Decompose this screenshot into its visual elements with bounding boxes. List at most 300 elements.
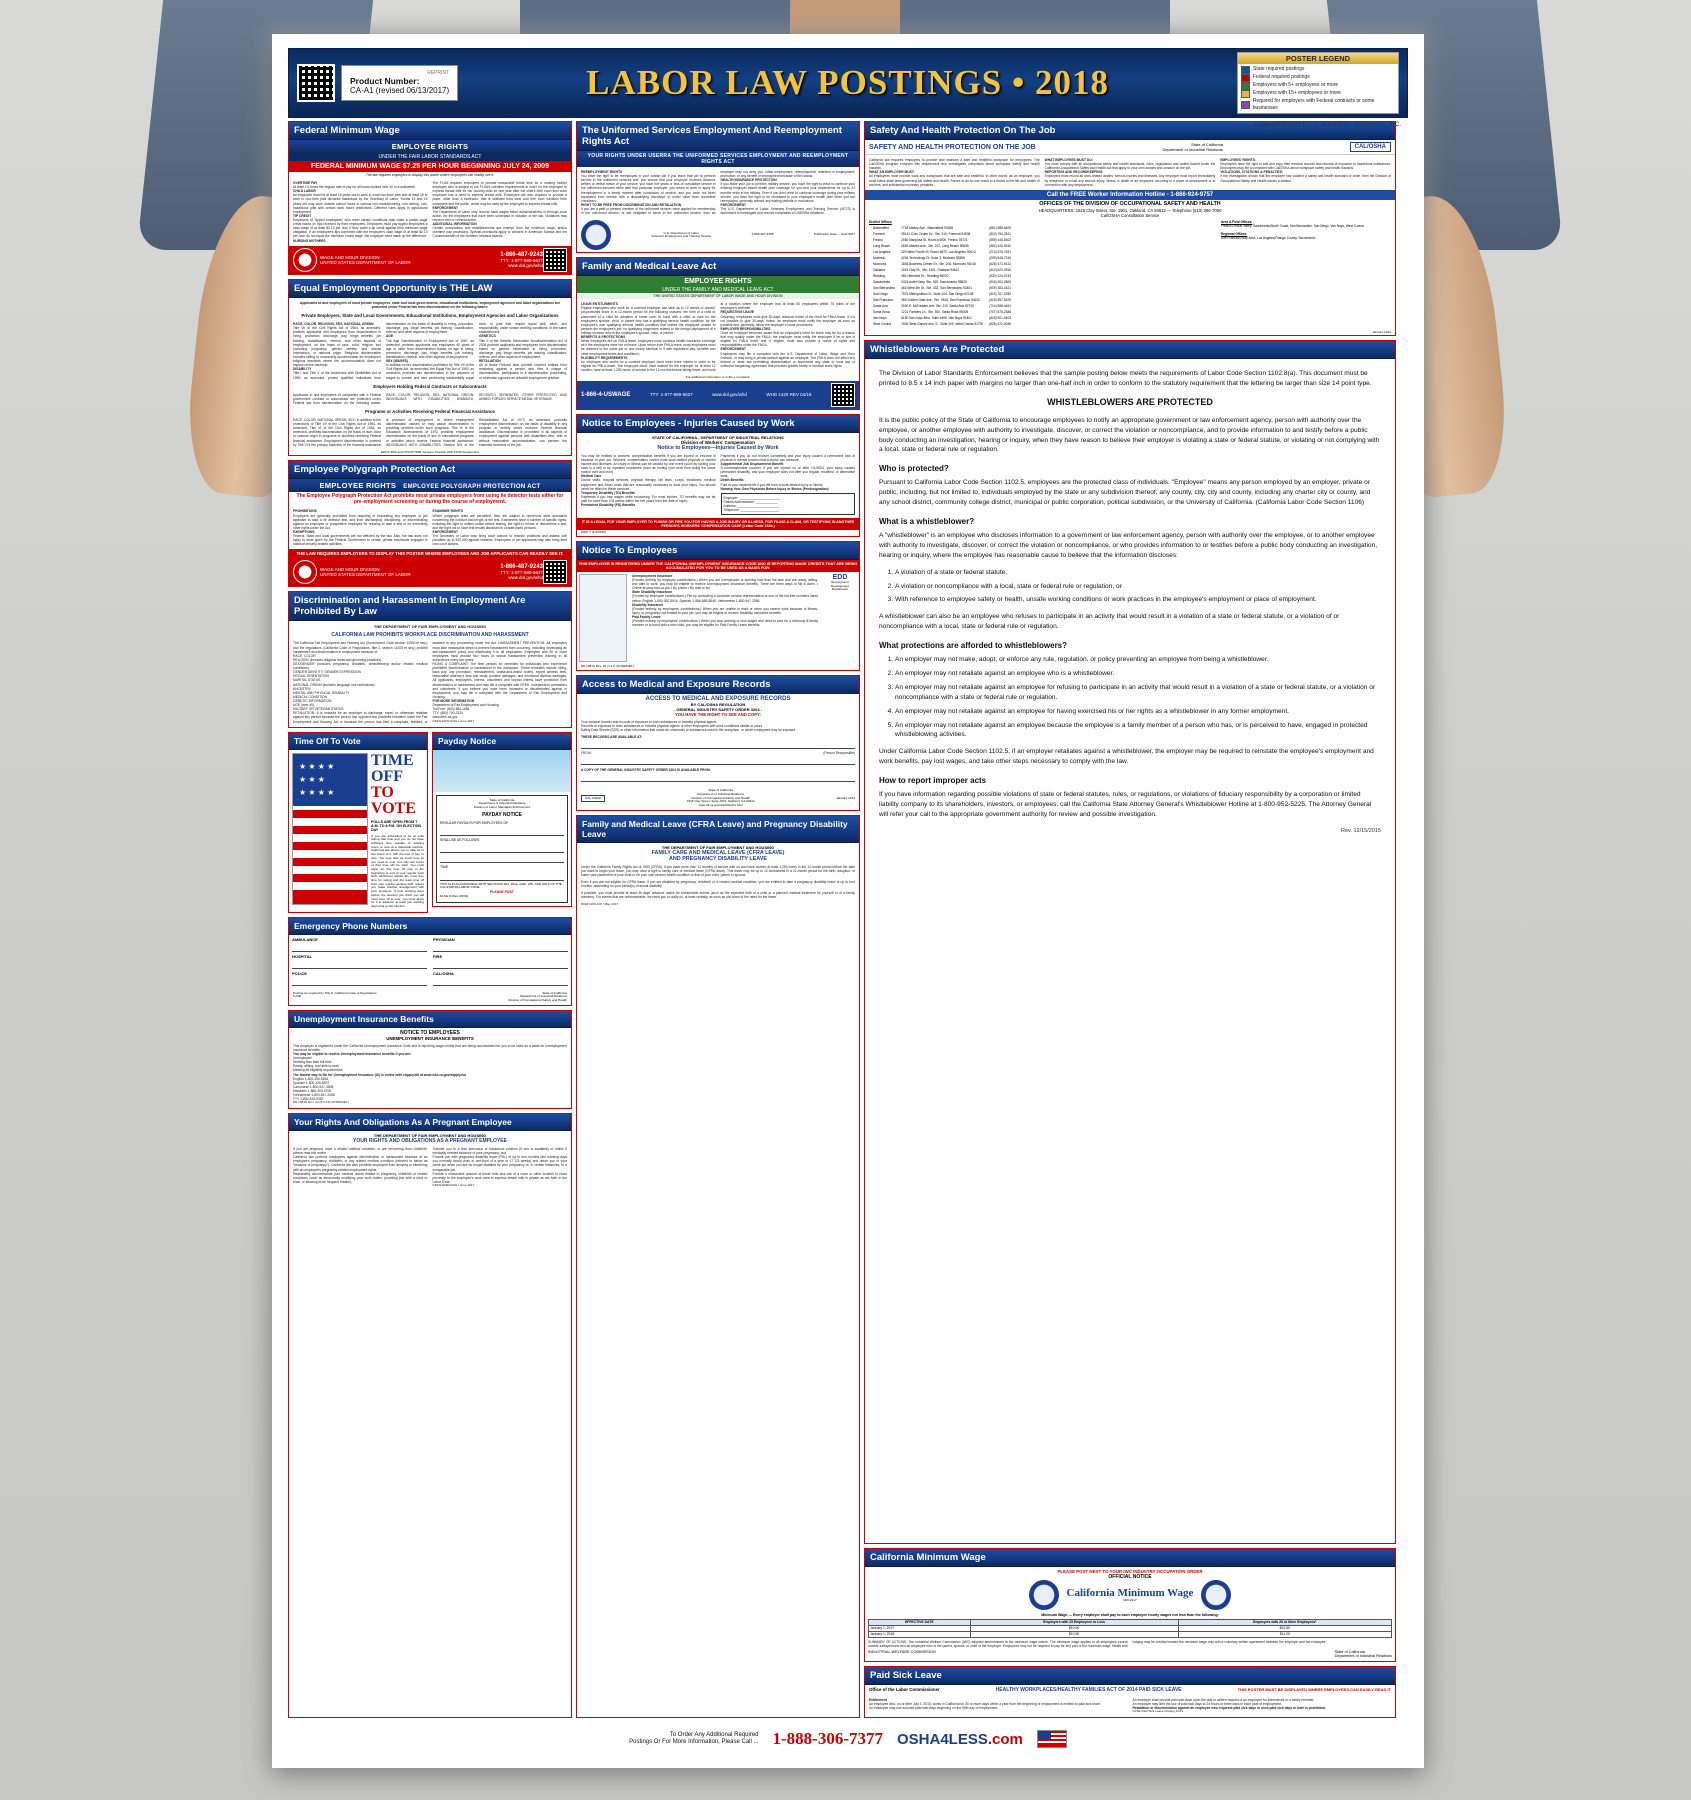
panel-header: Emergency Phone Numbers [289, 918, 571, 935]
eeo-federal-assistance: RACE, COLOR, NATIONAL ORIGIN, SEX: In addition to the protections of Title VII of the Civil Rights Act of 1964, as amended, Title VI of the Civil Rights Act of 1964, as amended, prohibits discrimination on the basis of race, color or national origin in programs or activities receiving Federal financial assistance. Employment discrimination is covered by Title VI if the primary objective of the financial assistance is provision of employment, or where employment discrimination causes or may cause discrimination in providing services under such programs. Title IX of the Education Amendments of 1972 prohibits employment discrimination on the basis of sex in educational programs or activities which receive Federal financial assistance. INDIVIDUALS WITH DISABILITIES: Section 504 of the Rehabilitation Act of 1973, as amended, prohibits employment discrimination on the basis of disability in any program or activity which receives Federal financial assistance. Discrimination is prohibited in all aspects of employment against persons with disabilities who, with or without reasonable accommodation, can perform the essential functions of the job. [293, 418, 567, 447]
section-heading: RACE, COLOR, RELIGION, SEX, NATIONAL ORIGIN [293, 322, 374, 327]
list-item: Records of exposure to toxic substances or harmful physical agents of other employees with work conditions similar to yours [581, 723, 763, 728]
list-item: 1. An employer may not make, adopt, or enforce any rule, regulation, or policy preventing an employee from being a whistleblower. [895, 655, 1381, 665]
ui-title: NOTICE TO EMPLOYEES [400, 1029, 460, 1036]
dol-seal-icon [293, 560, 317, 584]
wage-date: January 1, 2018 [869, 1631, 971, 1637]
section-text: California law requires employers to provide and maintain a safe and healthful workplace for employees. The Cal/OSHA program enforces this requirement and investigates complaints about workplace safety and health hazards. [869, 158, 1040, 171]
section-text: Title I and Title V of the Americans with Disabilities Act of 1990, as amended, protect qualified individuals from discrimination on the basis of disability in hiring, promotion, discharge, pay, fringe benefits, job training, classification, referral, and other aspects of employment. [293, 322, 474, 380]
section-text: At least 1½ times the regular rate of pay for all hours worked over 40 in a workweek. [293, 185, 416, 190]
office-phone[interactable]: (916) 263-2800 [989, 279, 1012, 284]
panel-content [577, 862, 859, 909]
list-item [1241, 82, 1395, 90]
section-text: Pursuant to California Labor Code Section 1102.5, employees are the protected class of individuals. "Employee" means any person employed by an employer, private or public, including, but not limited to, individuals employed by the state or any subdivision thereof, any county, city, city and county, including any charter city or county, and any school district, community college district, municipal or public corporation, political subdivision, or the University of California. (California Labor Code Section 1106) [879, 479, 1371, 507]
section-intro: If you are pregnant, have a related medical condition, or are recovering from childbirth, please read this notice. [293, 1147, 428, 1156]
payday-form [436, 795, 568, 903]
agency-tty: TTY: (800) 700-2320 [432, 711, 463, 716]
policy-statement: It is the public policy of the State of California to encourage employees to notify an appropriate government or law enforcement agency, person with authority over the employee, or another employee with authority to investigate, discover, or correct the violation or noncompliance, and to provide information to and testify before a public body conducting an investigation, hearing or inquiry, when they have reason to believe their employer is violating a state or federal statute, or violating or not complying with a local, state or federal rule or regulation. [879, 416, 1380, 454]
responsible-person-label: (Person Responsible) [823, 751, 855, 756]
office-address: 464 West 4th St., Ste. 332, San Bernardino 92401 [901, 285, 972, 290]
list-item: MEDICAL CONDITION [293, 694, 327, 699]
phone-item[interactable]: Vietnamese 1-800-547-2058 [293, 1093, 335, 1098]
vendor-logo[interactable] [897, 1731, 1023, 1748]
section-heading: AGE [386, 334, 394, 339]
section-text: Federal, State and local governments are not affected by the law. Also, the law does not apply to tests given by the Federal Government to certain private individuals engaged in national security-related activities. [293, 534, 428, 547]
list-item: GENDER IDENTITY, GENDER EXPRESSION [293, 670, 361, 675]
vendor-logo-suffix: .com [987, 1730, 1023, 1748]
panel-fmla [576, 257, 860, 410]
emergency-input[interactable] [433, 944, 568, 952]
office-name: San Diego [873, 291, 888, 296]
list-item [1241, 98, 1395, 112]
us-flag-icon [1037, 1730, 1067, 1748]
legend-text: Federal required postings [1253, 74, 1310, 81]
office-name: Fresno [873, 237, 883, 242]
panel-banner: EMPLOYEE RIGHTS [577, 276, 859, 287]
panel-content [577, 451, 859, 518]
section-text: All of these Federal laws prohibit covered entities from retaliating against a person who files a charge of discrimination, participates in a discrimination proceeding, or otherwise opposes an unlawful employment practice. [479, 363, 567, 380]
posting-requirement: Posting as required by Title 8, California Code of Regulations [293, 990, 377, 995]
agency-website[interactable]: www.dol.gov/whd [508, 262, 543, 268]
panel-polygraph [288, 460, 572, 587]
list-item: 3. An employer may not retaliate against an employee for refusing to participate in an activity that would result in a violation of a state or federal statute, or a violation or noncompliance with a state or federal rule or regulation. [895, 683, 1381, 703]
section-heading: Naming Your Own Physician Before Injury or Illness (Predesignation) [720, 486, 829, 491]
legend-swatch-icon [1241, 66, 1250, 74]
emergency-input[interactable] [292, 961, 427, 969]
section-heading: What protections are afforded to whistleblowers? [879, 641, 1068, 651]
panel-subtitle-1: BY CAL/OSHA REGULATION [690, 701, 746, 707]
list-item: 5. An employer may not retaliate against an employee because the employee is a family member of a person who has, or is perceived to have, engaged in protected whistleblowing activities. [895, 721, 1381, 741]
office-name: Office of the Labor Commissioner [869, 1686, 940, 1692]
section-text: An employee must be at least 16 years old to work in most non-farm jobs and at least 18 to work in non-farm jobs declared hazardous by the Secretary of Labor. Youths 14 and 15 years old may work outside school hours in various non-manufacturing, non-mining, non-hazardous jobs with certain work hours restrictions. Different rules apply in agricultural employment. [293, 193, 428, 214]
office-address: 455 Golden Gate Ave., Rm. 9516, San Francisco 94102 [901, 297, 980, 302]
list-item: An employer shall provide paid sick days upon the oral or written request of an employee for themselves or a family member. [1132, 1697, 1315, 1702]
panel-title-2: AND PREGNANCY DISABILITY LEAVE [669, 855, 767, 862]
table-row [871, 286, 1013, 290]
section-heading: ENFORCEMENT [720, 202, 746, 207]
agency-website[interactable]: www.dir.ca.gov/dosh/dosh1.html [698, 803, 743, 808]
list-item: 3. With reference to employee safety or health, unsafe working conditions or work practices in the employee's employment or place of employment. [895, 595, 1381, 605]
section-heading: Unemployment Insurance [632, 573, 673, 578]
whistleblower-protections-list [895, 655, 1381, 740]
office-name: Santa Ana [873, 303, 888, 308]
panel-paid-sick-leave [864, 1666, 1396, 1718]
section-text: This employer is registered under the California Unemployment Insurance Code and is reporting wage credits that are being accumulated for you to be used as a basis for unemployment insurance benefits. [293, 1043, 567, 1052]
division-name: Division of Occupational Safety and Health [691, 795, 750, 800]
office-phone[interactable]: (510) 794-2521 [989, 231, 1012, 236]
product-number: CA-A1 (revised 06/13/2017) [350, 86, 450, 96]
panel-california-minimum-wage [864, 1548, 1396, 1662]
section-heading: Temporary Disability (TD) Benefits [581, 490, 635, 495]
office-phone[interactable]: (661) 588-6400 [989, 225, 1012, 230]
section-text: (Funded entirely by employees' contributions.) When you stop working or lose wages and need to care for a seriously ill family member or to bond with a new child, you may be eligible for Paid Family Leave benefits. [632, 619, 818, 628]
eeo-subhead-2: Employers Holding Federal Contracts or Subcontracts [373, 383, 487, 389]
phone-item[interactable]: Mandarin 1-866-303-0706 [293, 1089, 332, 1094]
panel-header: Access to Medical and Exposure Records [577, 676, 859, 694]
state-name: State of California [542, 990, 567, 995]
panel-content [865, 1695, 1395, 1717]
cal-osha-logo: CAL/OSHA [1350, 142, 1391, 152]
poster-header [288, 48, 1408, 128]
panel-content [289, 1144, 571, 1191]
agency-tty: TTY: 1-877-889-5627 [649, 392, 693, 398]
eeo-federal-contract: Applicants to and employees of companies with a Federal government contract or subcontract are protected under Federal law from discrimination on the following bases: RACE, COLOR, RELIGION, SEX, NATIONAL ORIGIN; INDIVIDUALS WITH DISABILITIES; DISABLED, RECENTLY SEPARATED, OTHER PROTECTED, AND ARMED FORCES SERVICE MEDAL VETERANS. [293, 392, 567, 405]
section-heading: WHAT AN EMPLOYER MUST: [869, 170, 915, 175]
section-text: (Funded entirely by employees' contributions.) When you are unable to work or when you cannot work because of illness, injury, or pregnancy not related to your job, you may be eligible to receive Disability Insurance benefits. [632, 606, 818, 615]
payday-input[interactable] [440, 828, 564, 836]
list-item: AGE (over 40) [293, 703, 315, 708]
panel-header: The Uniformed Services Employment And Reemployment Rights Act [577, 122, 859, 151]
worker-hotline[interactable]: Call the FREE Worker Information Hotline - 1-866-924-9757 [865, 190, 1395, 200]
section-heading: REQUESTING LEAVE [720, 310, 754, 315]
legend-text: Required for employers with Federal contracts or some businesses [1252, 97, 1375, 111]
section-heading: ENFORCEMENT [432, 205, 458, 210]
list-item: Safety Data Sheets (SDS) or other information that exists for chemicals or substances used in the workplace, or which employees may be exposed [581, 727, 796, 732]
office-name: Fremont [873, 231, 885, 236]
emergency-label: AMBULANCE [292, 936, 318, 942]
order-phone[interactable]: 1-888-306-7377 [772, 1729, 883, 1748]
column-header: Employers with 25 Employees or Less [970, 1619, 1178, 1625]
list-item [1241, 74, 1395, 82]
column-header: EFFECTIVE DATE [869, 1619, 971, 1625]
legend-text: Employers with 5+ employees or more [1253, 82, 1339, 89]
office-address: 320 West Fourth St. Room #670, Los Angeles 90013 [901, 249, 976, 254]
panel-header: Time Off To Vote [289, 733, 427, 750]
office-name: San Bernardino [873, 285, 896, 290]
panel-header: Notice to Employees - Injuries Caused by Work [577, 415, 859, 433]
dol-seal-icon [293, 248, 317, 272]
legend-swatch-icon [1241, 90, 1250, 98]
section-heading: Disability Insurance [632, 602, 664, 607]
division-name: Division of Occupational Safety and Health [508, 998, 567, 1003]
legend-rows [1238, 64, 1398, 114]
section-text: Employees have the right to see and copy their medical records and records of exposure to hazardous substances. Employees may file a complaint with Cal/OSHA about workplace safety and health hazards. [1220, 162, 1391, 171]
section-heading: Supplemental Job Displacement Benefit [720, 461, 784, 466]
list-item: SEXUAL ORIENTATION [293, 674, 329, 679]
doc-id: Publication Date — April 2017 [813, 232, 855, 237]
table-row [871, 298, 1013, 302]
office-phone[interactable]: (707) 576-2388 [989, 309, 1012, 314]
order-line-2: Postings Or For More Information, [629, 1739, 720, 1745]
office-phone[interactable]: (530) 224-4743 [989, 273, 1012, 278]
area-field-offices: Fresno/Central Valley, Sacramento/North Coast, San Bernardino, San Diego, Van Nuys, West Covina [1221, 223, 1364, 228]
office-phone[interactable]: (562) 426-5310 [989, 243, 1012, 248]
table-row [871, 310, 1013, 314]
section-text: While employees are on FMLA leave, employers must continue health insurance coverage as if the employees were not on leave. Upon return from FMLA leave, most employees must be restored to the same job or one nearly identical to it with equivalent pay, benefits and other employment terms and conditions. [581, 339, 716, 356]
section-heading: WHAT EMPLOYEES MUST DO: [1044, 158, 1093, 162]
cal-osha-logo: CAL OSHA [581, 795, 605, 803]
regional-offices: San Francisco Bay Area, Los Angeles/Orange County, Sacramento [1221, 235, 1316, 240]
panel-eeo [288, 279, 572, 457]
list-item: Your medical records and records of exposure to toxic substances or harmful physical agents [581, 719, 717, 724]
panel-header: Family and Medical Leave (CFRA Leave) and Pregnancy Disability Leave [577, 816, 859, 843]
section-text: Payments if you do not recover completely and your injury causes a permanent loss of physical or mental function that a doctor can measure. [720, 453, 855, 462]
panel-title: WHISTLEBLOWERS ARE PROTECTED [1047, 397, 1213, 408]
wage-small-employer: $10.00 [970, 1625, 1178, 1631]
panel-federal-minimum-wage [288, 121, 572, 275]
state-seal-icon [1029, 1580, 1059, 1610]
list-item: 2. A violation or noncompliance with a local, state or federal rule or regulation, or [895, 582, 1381, 592]
office-name: Oakland [873, 267, 885, 272]
phone-item[interactable]: Spanish 1-800-326-8937 [293, 1080, 330, 1085]
section-text: If the investigation shows that the employer has violated a safety and health standard or order, then the Division of Occupational Safety and Health issues a citation. [1220, 174, 1391, 183]
agency-footer [289, 246, 571, 274]
list-item: MILITARY OR VETERAN STATUS [293, 707, 344, 712]
section-heading: CHILD LABOR [293, 189, 316, 194]
legend-swatch-icon [1241, 82, 1250, 90]
state-seal-icon-2 [1201, 1580, 1231, 1610]
table-row [871, 262, 1013, 266]
office-name: San Francisco [873, 297, 894, 302]
payday-note: THIS IS IN ACCORDANCE WITH SECTIONS 204, 204a, 204b, 205, AND 205.5 OF THE CALIFORNIA LABOR CODE. [440, 881, 562, 890]
section-heading: Death Benefits [720, 478, 744, 483]
emergency-input[interactable] [433, 961, 568, 969]
panel-notice-to-employees [576, 541, 860, 671]
revision-date: Rev. 12/15/2015 [1341, 827, 1381, 834]
wage-subtitle: Minimum Wage — Every employer shall pay to each employee hourly wages not less than the following: [1041, 1612, 1219, 1617]
table-row [871, 238, 1013, 242]
legend-text: Employers with 15+ employees or more [1253, 90, 1341, 97]
employer-info-box[interactable]: Employer: ______________________ Claims Administrator: ____________ Address: _______________________ Telephone: _____________________ [721, 493, 856, 515]
list-item: SEX/GENDER (includes pregnancy, childbirth, breastfeeding and/or related medical conditions) [293, 662, 428, 671]
list-item: GENETIC INFORMATION [293, 698, 332, 703]
emergency-input[interactable] [433, 978, 568, 986]
list-item: An employer may limit the use of paid sick days to 24 hours or three days in each year of employment. [1132, 1702, 1282, 1707]
section-heading: Medical Care [581, 474, 602, 479]
agency-footer [289, 558, 571, 586]
office-address: 7718 Meany Ave., Bakersfield 93308 [901, 225, 954, 230]
list-item: Provide you with pregnancy disability leave (PDL) of up to four months (the working days you normally would work in one-third of a year or 17 1/3 weeks) and return you to your same job when you are no longer disabled by your pregnancy or, in certain instances, to a comparable job. [432, 1155, 567, 1172]
panel-banner-sub2: THE UNITED STATES DEPARTMENT OF LABOR WAGE AND HOUR DIVISION [577, 293, 859, 299]
panel-title: ACCESS TO MEDICAL AND EXPOSURE RECORDS [645, 695, 791, 702]
qr-code-icon[interactable] [543, 248, 567, 272]
illegal-notice: IT IS ILLEGAL FOR YOUR EMPLOYER TO PUNISH OR FIRE YOU FOR HAVING A JOB INJURY OR ILLNESS, FOR FILING A CLAIM, OR TESTIFYING IN ANOTHER PERSON'S WORKERS' COMPENSATION CASE (Labor Code 132a.) [577, 518, 859, 530]
poster-footer [288, 1724, 1408, 1754]
section-heading: RIGHT TO BE FREE FROM DISCRIMINATION AND RETALIATION [581, 202, 682, 207]
poster-legend [1237, 52, 1399, 115]
section-text: The Age Discrimination in Employment Act of 1967, as amended, protects applicants and employees 40 years of age or older from discrimination based on age in hiring, promotion, discharge, pay, fringe benefits, job training, classification, referral, and other aspects of employment. [386, 338, 474, 360]
section-heading: State Disability Insurance [632, 590, 673, 595]
office-phone[interactable]: (626) 472-0046 [989, 321, 1012, 326]
office-phone[interactable]: (619) 767-2280 [989, 291, 1012, 296]
office-phone[interactable]: (213) 576-7451 [989, 249, 1012, 254]
eeo-subhead-3: Programs or Activities Receiving Federal Financial Assistance [365, 409, 495, 414]
agency-website[interactable]: www.dol.gov/whd [712, 392, 747, 398]
agency-phone[interactable]: 1-866-487-2365 [751, 232, 774, 237]
section-text: A whistleblower can also be an employee who refuses to participate in an activity that would result in a violation of a state or federal statute, or a violation of or noncompliance with a local, state or federal rule or regulation. [879, 613, 1340, 631]
table-row [871, 322, 1013, 326]
section-heading: Who is protected? [879, 464, 949, 474]
panel-unemployment-insurance-benefits [288, 1010, 572, 1109]
panel-title-1: FAMILY CARE AND MEDICAL LEAVE (CFRA LEAVE) [651, 849, 785, 856]
dept-name: Department of Industrial Relations [1334, 1653, 1392, 1658]
panel-title: California Minimum Wage [1066, 1586, 1194, 1599]
vote-title-line1: TIME OFF [371, 751, 414, 785]
section-text: If you are a past or present member of the uniformed service; have applied for membership in the uniformed service; or are obligated to serve in the uniformed service, then an employer may not deny you: initial employment; reemployment; retention in employment; promotion; or any benefit of employment because of this status. [581, 170, 855, 216]
phone-item[interactable]: English 1-800-300-5616 [293, 1076, 329, 1081]
section-heading: GENETICS [479, 334, 496, 339]
column-header: District Offices [869, 219, 892, 224]
list-item: Reasonably accommodate your medical needs related to pregnancy, childbirth or related conditions (such as temporarily modifying your work duties, providing you with a stool or chair, or allowing more frequent breaks); [293, 1171, 428, 1184]
post-note: PLEASE POST NEXT TO YOUR IWC INDUSTRY OCCUPATION ORDER [1057, 1568, 1203, 1574]
doc-id: S-500 [293, 994, 302, 999]
panel-title: YOUR RIGHTS AND OBLIGATIONS AS A PREGNANT EMPLOYEE [353, 1138, 507, 1145]
office-phone[interactable]: (209) 545-7310 [989, 255, 1012, 260]
office-address: 1221 Farmers Ln., Ste. 300, Santa Rosa 95405 [901, 309, 969, 314]
section-text: Employers must record all work-related deaths, serious injuries and illnesses. Any employer must report immediately by telephone or email any serious injury, illness or death of an employee occurring in a place of employment or in connection with any employment. [1044, 174, 1216, 187]
list-item: ANCESTRY [293, 686, 311, 691]
panel-pregnant-employee-rights [288, 1113, 572, 1718]
panel-content: SUMMARY OF ACTIONS: The Industrial Welfare Commission (IWC) adopted amendments to the minimum wage orders. The minimum wage applies to all employees except outside salespersons and an employee who is the parent, spouse, or child of the employer. Employees may not be required to pay for any part of the minimum wage. Meals and lodging may be credited toward the minimum wage only with a voluntary written agreement between the employer and the employee. [868, 1639, 1327, 1648]
office-phone[interactable]: (714) 558-4451 [989, 303, 1012, 308]
office-phone[interactable]: (626) 471-9122 [989, 261, 1012, 266]
section-heading: VIOLATIONS, CITATIONS & PENALTIES: [1220, 170, 1283, 175]
doc-id: WHD 1420 REV 04/16 [766, 392, 812, 398]
vote-title [371, 753, 424, 817]
doc-id: DFEH-E07P-ENG / June 2017 [432, 718, 475, 723]
labor-law-poster [272, 34, 1424, 1768]
agency-phone[interactable]: 1-866-487-9243 [500, 564, 543, 571]
vote-title-line2: TO VOTE [371, 783, 417, 817]
agency-phone[interactable]: 1-866-487-9243 [500, 251, 543, 258]
records-location-input[interactable] [581, 741, 855, 749]
section-text: All employees must provide work and workplaces that are safe and healthful. In other words, as an employer, you must follow state laws governing job safety and health. Failure to do so can result in a threat to the life and health of workers, and substantial monetary penalties. [869, 174, 1040, 187]
protected-bases-list [293, 654, 428, 712]
panel-header: Discrimination and Harassment In Employment Are Prohibited By Law [289, 592, 571, 621]
emergency-input[interactable] [292, 978, 427, 986]
table-row [871, 274, 1013, 278]
list-item: Ready, willing, and able to work [293, 1064, 340, 1069]
office-phone[interactable]: (818) 901-5403 [989, 315, 1012, 320]
agency-website[interactable]: www.dfeh.ca.gov [432, 715, 458, 720]
state-name: State of California [1334, 1649, 1365, 1654]
section-text: Under the California Family Rights Act of 1993 (CFRA), if you have more than 12 months of service with us and have worked at least 1,250 hours in the 12-month period before the date you want to begin your leave, you may have a right to family care or medical leave (CFRA leave). This leave may be up to 12 workweeks in a 12-month period for the birth, adoption, or foster care placement of your child or for your own serious health condition or that of your child, parent or spouse. [581, 864, 855, 877]
section-heading: Entitlement [869, 1697, 887, 1702]
panel-title: Notice to Employees—Injuries Caused by Work [657, 444, 779, 451]
copy-source-input[interactable] [581, 774, 855, 782]
payday-input[interactable] [440, 873, 564, 881]
list-item: 4. An employer may not retaliate against an employee for having exercised his or her rights as a whistleblower in any former employment. [895, 707, 1381, 717]
list-item: MENTAL AND PHYSICAL DISABILITY [293, 690, 350, 695]
agency-phone[interactable]: Toll Free: (800) 884-1684 [432, 707, 470, 712]
office-address: 7575 Metropolitan Dr., Suite 204, San Diego 92108 [901, 291, 974, 296]
table-row [871, 292, 1013, 296]
section-text: Once an employer becomes aware that an employee's need for leave may be for a reason that may qualify under the FMLA, the employer must notify the employee if he or she is eligible for FMLA leave and, if eligible, must also provide a notice of rights and responsibilities under the FMLA. [720, 330, 855, 348]
product-number-box [341, 65, 458, 102]
panel-banner [289, 479, 571, 492]
section-text: Doctor visits, hospital services, physical therapy, lab tests, x-rays, medicines, medical equipment and travel costs that are reasonably necessary to treat your injury. You should never be billed for these services. [581, 478, 716, 491]
office-name: Sacramento [873, 279, 891, 284]
section-heading: HEALTH INSURANCE PROTECTION [720, 178, 777, 183]
phone-item[interactable]: TTY 1-800-815-9387 [293, 1097, 324, 1102]
section-heading: ELIGIBILITY REQUIREMENTS [581, 355, 628, 360]
from-label: FROM: [581, 751, 592, 756]
posting-note: The law requires employers to display this poster where employees can readily see it. [365, 173, 495, 177]
qr-code-icon[interactable] [831, 383, 855, 407]
agency-dept: UNITED STATES DEPARTMENT OF LABOR [320, 259, 411, 265]
section-text: The FLSA requires employers to provide reasonable break time for a nursing mother employee who is subject to the FLSA's overtime requirements in order for the employee to express breast milk for her nursing child for one year after the child's birth each time such employee has a need to express breast milk. Employers are also required to provide a place, other than a bathroom, that is shielded from view and free from intrusion from coworkers and the public, which may be used by the employee to express breast milk. [432, 181, 567, 206]
doc-id: DE 1857D Rev. 14 (5-9-15) (INTERNET) [293, 1100, 349, 1105]
payday-field-label: SHALL BE AS FOLLOWS: [440, 838, 480, 843]
doc-date: January 2013 [836, 795, 855, 800]
list-item [1241, 90, 1395, 98]
order-line-1: To Order Any Additional Required [669, 1731, 759, 1738]
emergency-label: FIRE [433, 953, 443, 959]
payday-input[interactable] [440, 845, 564, 853]
eeo-doc-id: EEOC 9/02 and OFCCP 9/08 Versions Useable With 11/09 Supplement [381, 449, 479, 454]
section-text: Employees may file a complaint with the U.S. Department of Labor, Wage and Hour Division, or may bring a private lawsuit against an employer. The FMLA does not affect any federal or state law prohibiting discrimination or supersede any state or local law or collective bargaining agreement that provides greater family or medical leave rights. [720, 351, 855, 368]
agency-website[interactable]: www.dol.gov/whd [508, 575, 543, 581]
eeo-intro: Applicants to and employees of most private employers, state and local governments, educational institutions, employment agencies and labor organizations are protected under Federal law from discrimination on the following bases: [299, 300, 561, 309]
office-name: Los Angeles [873, 249, 891, 254]
section-text: FILING A COMPLAINT: The time periods for remedies for individuals who experience prohibited discrimination or harassment in the workplace. These remedies include hiring, back pay, lost promotion, reinstatement, cease-and-desist orders, expert witness fees, reasonable attorney's fees and costs, punitive damages, and emotional distress damages. All applicants, employees, interns, volunteers and unpaid interns have protection from discrimination or harassment and may file a complaint with DFEH. Independent contractors and volunteers. If you believe you have been harassed or discriminated against in employment, you may file a complaint with the Department of Fair Employment and Housing. [432, 662, 567, 699]
panel-content [289, 1041, 571, 1108]
hq-address: HEADQUARTERS: 1515 Clay Street, Ste. 1901, Oakland, CA 94612 — Telephone (510) 286-7000 [1038, 207, 1222, 213]
polygraph-summary: The Employee Polygraph Protection Act prohibits most private employers from using lie detector tests either for pre-employment screening or during the course of employment. [296, 493, 564, 506]
agency-phone[interactable]: 1-866-4-USWAGE [581, 391, 631, 398]
office-name: Van Nuys [873, 315, 887, 320]
doc-id: DE 1857A Rev. 46 (1-17) (INTERNET) [581, 663, 634, 668]
payday-title: PAYDAY NOTICE [482, 811, 522, 818]
list-item: RELIGION (includes religious dress and grooming practices) [293, 657, 382, 662]
posting-requirement: The Division of Labor Standards Enforcement believes that the sample posting below meets the requirements of Labor Code Section 1102.8(a). This document must be printed to 8.5 x 14 inch paper with margins no larger than one-half inch in order to conform to the statutory requirement that the lettering be larger than size 14 point type. [879, 370, 1372, 388]
emergency-input[interactable] [292, 944, 427, 952]
product-label: Product Number: [350, 75, 420, 86]
list-item: MARITAL STATUS [293, 678, 321, 683]
office-address: 1515 Clay St., Ste. 1301, Oakland 94612 [901, 267, 960, 272]
office-name: Redding [873, 273, 885, 278]
payday-input[interactable] [440, 855, 564, 863]
doc-id: DLSE Paid Sick Leave Posting 11/14 [1132, 1709, 1184, 1714]
emergency-label: POLICE [292, 970, 307, 976]
office-address: 2826 Atlantic Ave., Ste. 212, Long Beach 90806 [901, 243, 969, 248]
office-phone[interactable]: (559) 445-5302 [989, 237, 1012, 242]
phone-item[interactable]: Cantonese 1-800-547-3506 [293, 1084, 334, 1089]
panel-header: Payday Notice [433, 733, 571, 750]
section-heading: How to report improper acts [879, 776, 987, 786]
qr-code-icon[interactable] [543, 560, 567, 584]
vote-body: If you are scheduled to be at work during that time and you do not have sufficient time outside of working hours to vote at a statewide election, California law allows you to take up to two hours of it, with the loss of pay, to vote. You may take as much time as you need to vote, but only two hours of that time will be paid. You must apply for this time off only in the beginning or end of your regular work shift, whichever allows the most free time for voting and the least time off from your regular working shift, unless you make another arrangement with your employer. If time working days before the election you think you will need time off to vote, you must apply for it in advance at least two working days prior to the election. [371, 833, 424, 908]
state-name: State of California [708, 788, 733, 793]
panel-cfra-pregnancy-leave [576, 815, 860, 1718]
section-heading: OVERTIME PAY [293, 181, 318, 185]
legend-text: State required postings [1253, 66, 1305, 73]
banner-subtext: EMPLOYEE POLYGRAPH PROTECTION ACT [403, 484, 541, 491]
section-text: In addition to sex discrimination prohibited by Title VII of the Civil Rights Act, as amended, the Equal Pay Act of 1963, as amended, prohibits sex discrimination in the payment of wages to women and men performing substantially equal work, in jobs that require equal skill, effort, and responsibility, under similar working conditions, in the same establishment. [386, 322, 567, 380]
section-heading: Retaliation or discrimination against an employee who requests paid sick days or uses paid sick days or both is prohibited. [1132, 1706, 1326, 1711]
list-item: Meeting all eligibility requirements [293, 1068, 343, 1073]
wage-small-employer: $10.50 [970, 1631, 1178, 1637]
copyright-text: Copyright © 2017 ELITE BUSINESS VENTURES, INC. [1254, 122, 1401, 128]
table-row [871, 232, 1013, 236]
dept-name: Department of Industrial Relations [478, 801, 526, 806]
office-phone[interactable]: (909) 383-4321 [989, 285, 1012, 290]
section-text: If possible, you must provide at least 30 days' advance notice for foreseeable events (such as the expected birth of a child or a planned medical treatment for yourself or of a family member). For events that are unforeseeable, we need you to notify us, at least verbally, as soon as you learn of the need for the leave. [581, 891, 855, 900]
office-phone[interactable]: (415) 557-0100 [989, 297, 1012, 302]
state-name: State of California [1191, 142, 1223, 147]
panel-emergency-phone-numbers [288, 917, 572, 1006]
table-row [871, 256, 1013, 260]
dept-name: THE DEPARTMENT OF FAIR EMPLOYMENT AND HOUSING [373, 624, 487, 630]
section-text: The California Fair Employment and Housing Act (Government Code section 12900 et seq.) and the regulations (California Code of Regulations, title 2, section 11000 et seq.) prohibit harassment and discrimination in employment because of: [293, 641, 428, 654]
table-row [871, 304, 1013, 308]
responsible-person-input[interactable] [581, 757, 855, 765]
vote-poll-hours: POLLS ARE OPEN FROM 7 A.M. TO 8 P.M. ON ELECTION DAY [371, 819, 421, 832]
panel-safety-health-protection [864, 121, 1396, 336]
panel-header: Whistleblowers Are Protected [865, 341, 1395, 359]
office-phone[interactable]: (510) 622-2916 [989, 267, 1012, 272]
office-name: Long Beach [873, 243, 891, 248]
